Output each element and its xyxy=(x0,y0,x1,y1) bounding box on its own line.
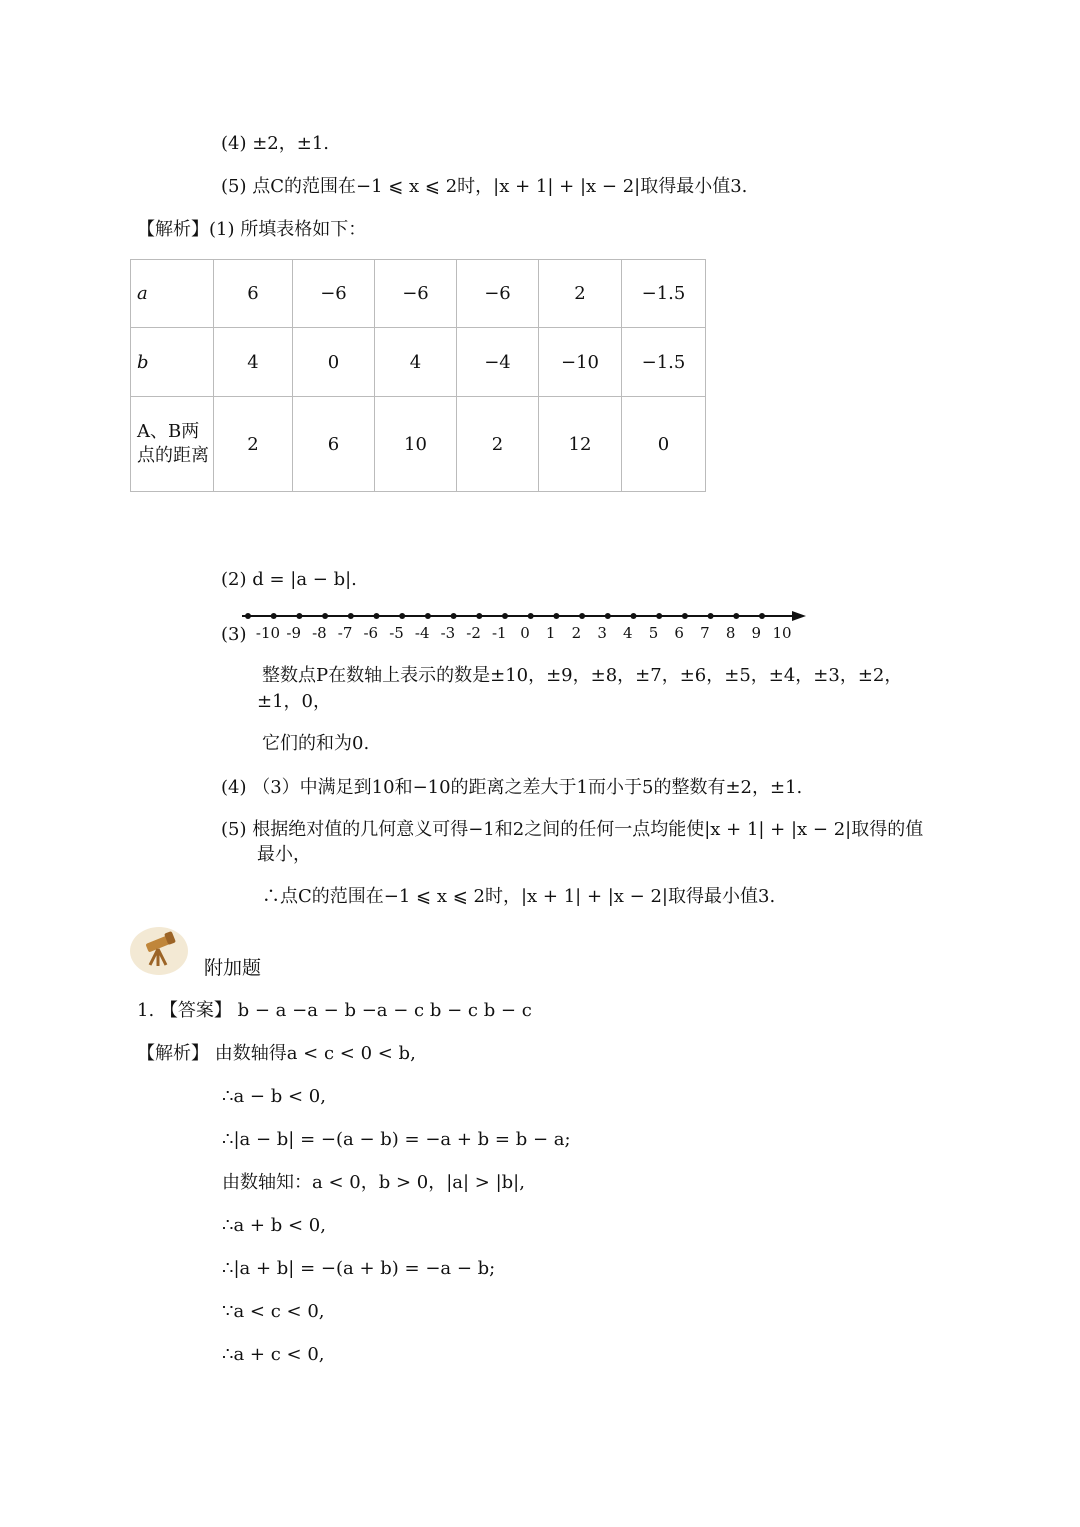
number-line-tick-label: -7 xyxy=(337,624,353,642)
row-a-label: a xyxy=(131,260,214,328)
part-3-text-2: ±1，0， xyxy=(257,691,331,712)
extra-step: ∴|a − b| = −(a − b) = −a + b = b − a; xyxy=(222,1129,571,1150)
number-line-tick-label: -4 xyxy=(414,624,430,642)
number-line-point xyxy=(374,613,380,619)
table-cell: 2 xyxy=(457,397,539,492)
number-line-tick-label: 4 xyxy=(623,624,633,642)
number-line-tick-label: 0 xyxy=(520,624,530,642)
number-line-point xyxy=(708,613,714,619)
number-line-tick-label: -2 xyxy=(466,624,481,642)
extra-step: 由数轴知：a < 0，b > 0，|a| > |b|, xyxy=(222,1172,525,1193)
part-5-line-3: ∴点C的范围在−1 ⩽ x ⩽ 2时，|x + 1| + |x − 2|取得最小值3. xyxy=(262,886,776,907)
answer-table xyxy=(130,259,706,492)
number-line-tick-label: -5 xyxy=(389,624,404,642)
table-cell: −1.5 xyxy=(622,328,706,397)
number-line-point xyxy=(656,613,662,619)
extra-step: ∴a − b < 0, xyxy=(222,1086,326,1107)
number-line-tick-label: -1 xyxy=(491,624,507,642)
table-cell: 12 xyxy=(539,397,622,492)
number-line-tick-label: 3 xyxy=(597,624,607,642)
number-line-arrow xyxy=(792,611,806,621)
table-cell: −6 xyxy=(375,260,457,328)
extra-step: ∴a + c < 0, xyxy=(222,1344,325,1365)
answer-item-5: (5) 点C的范围在−1 ⩽ x ⩽ 2时，|x + 1| + |x − 2|取得最小值3. xyxy=(221,176,748,197)
number-line-tick-label: -9 xyxy=(286,624,302,642)
number-line-point xyxy=(271,613,277,619)
table-cell: 4 xyxy=(214,328,293,397)
section-title: 附加题 xyxy=(204,957,262,979)
extra-analysis: 【解析】 由数轴得a < c < 0 < b, xyxy=(137,1043,416,1064)
table-cell: −6 xyxy=(293,260,375,328)
analysis-label: 【解析】(1) 所填表格如下： xyxy=(137,219,367,240)
number-line-tick-label: 5 xyxy=(648,624,659,642)
number-line-point xyxy=(476,613,482,619)
number-line-point xyxy=(579,613,585,619)
row-distance-label-line1: A、B两 xyxy=(137,421,200,442)
part-5-line-1: (5) 根据绝对值的几何意义可得−1和2之间的任何一点均能使|x + 1| + |x − 2|取得的值 xyxy=(221,819,924,840)
part-3-label: (3) xyxy=(221,624,247,645)
extra-step: ∴|a + b| = −(a + b) = −a − b; xyxy=(222,1258,496,1279)
table-cell: 2 xyxy=(539,260,622,328)
part-5-line-2: 最小， xyxy=(257,844,311,865)
number-line-point xyxy=(553,613,559,619)
number-line-point xyxy=(528,613,534,619)
number-line-tick-label: 6 xyxy=(674,624,684,642)
extra-step: ∴a + b < 0, xyxy=(222,1215,326,1236)
number-line-point xyxy=(322,613,328,619)
table-cell: −6 xyxy=(457,260,539,328)
number-line-tick-label: 1 xyxy=(545,624,556,642)
table-cell: 0 xyxy=(622,397,706,492)
table-cell: −4 xyxy=(457,328,539,397)
table-cell: −1.5 xyxy=(622,260,706,328)
number-line-tick-label: -3 xyxy=(440,624,456,642)
number-line-tick-label: 9 xyxy=(751,624,762,642)
number-line-point xyxy=(605,613,611,619)
row-b-label: b xyxy=(131,328,214,397)
part-3-text-1: 整数点P在数轴上表示的数是±10，±9，±8，±7，±6，±5，±4，±3，±2， xyxy=(262,665,903,686)
table-cell: 4 xyxy=(375,328,457,397)
number-line-point xyxy=(245,613,251,619)
number-line-point xyxy=(733,613,739,619)
number-line-tick-label: 10 xyxy=(772,624,792,642)
part-3-text-3: 它们的和为0. xyxy=(262,733,370,754)
table-cell: 6 xyxy=(214,260,293,328)
number-line-point xyxy=(682,613,688,619)
number-line-point xyxy=(348,613,354,619)
number-line-tick-label: 8 xyxy=(725,624,736,642)
table-cell: 2 xyxy=(214,397,293,492)
row-distance-label xyxy=(131,397,214,492)
number-line-point xyxy=(296,613,302,619)
part-2: (2) d = |a − b|. xyxy=(221,569,357,590)
number-line-tick-label: -6 xyxy=(363,624,379,642)
number-line-point xyxy=(451,613,457,619)
extra-step: ∵a < c < 0, xyxy=(222,1301,325,1322)
number-line-point xyxy=(631,613,637,619)
number-line-tick-label: -10 xyxy=(255,624,281,642)
number-line-point xyxy=(399,613,405,619)
number-line xyxy=(236,604,808,646)
number-line-tick-label: -8 xyxy=(312,624,327,642)
number-line-point xyxy=(759,613,765,619)
table-cell: −10 xyxy=(539,328,622,397)
number-line-point xyxy=(425,613,431,619)
table-cell: 10 xyxy=(375,397,457,492)
table-cell: 6 xyxy=(293,397,375,492)
row-distance-label-line2: 点的距离 xyxy=(137,445,209,466)
number-line-tick-label: 2 xyxy=(571,624,582,642)
extra-answer: 1. 【答案】 b − a −a − b −a − c b − c b − c xyxy=(137,1000,532,1021)
part-4: (4) （3）中满足到10和−10的距离之差大于1而小于5的整数有±2，±1. xyxy=(221,777,803,798)
answer-item-4: (4) ±2，±1. xyxy=(221,133,330,154)
number-line-tick-label: 7 xyxy=(700,624,710,642)
number-line-point xyxy=(502,613,508,619)
telescope-icon xyxy=(130,927,188,975)
number-line-group xyxy=(242,611,806,642)
table-cell: 0 xyxy=(293,328,375,397)
